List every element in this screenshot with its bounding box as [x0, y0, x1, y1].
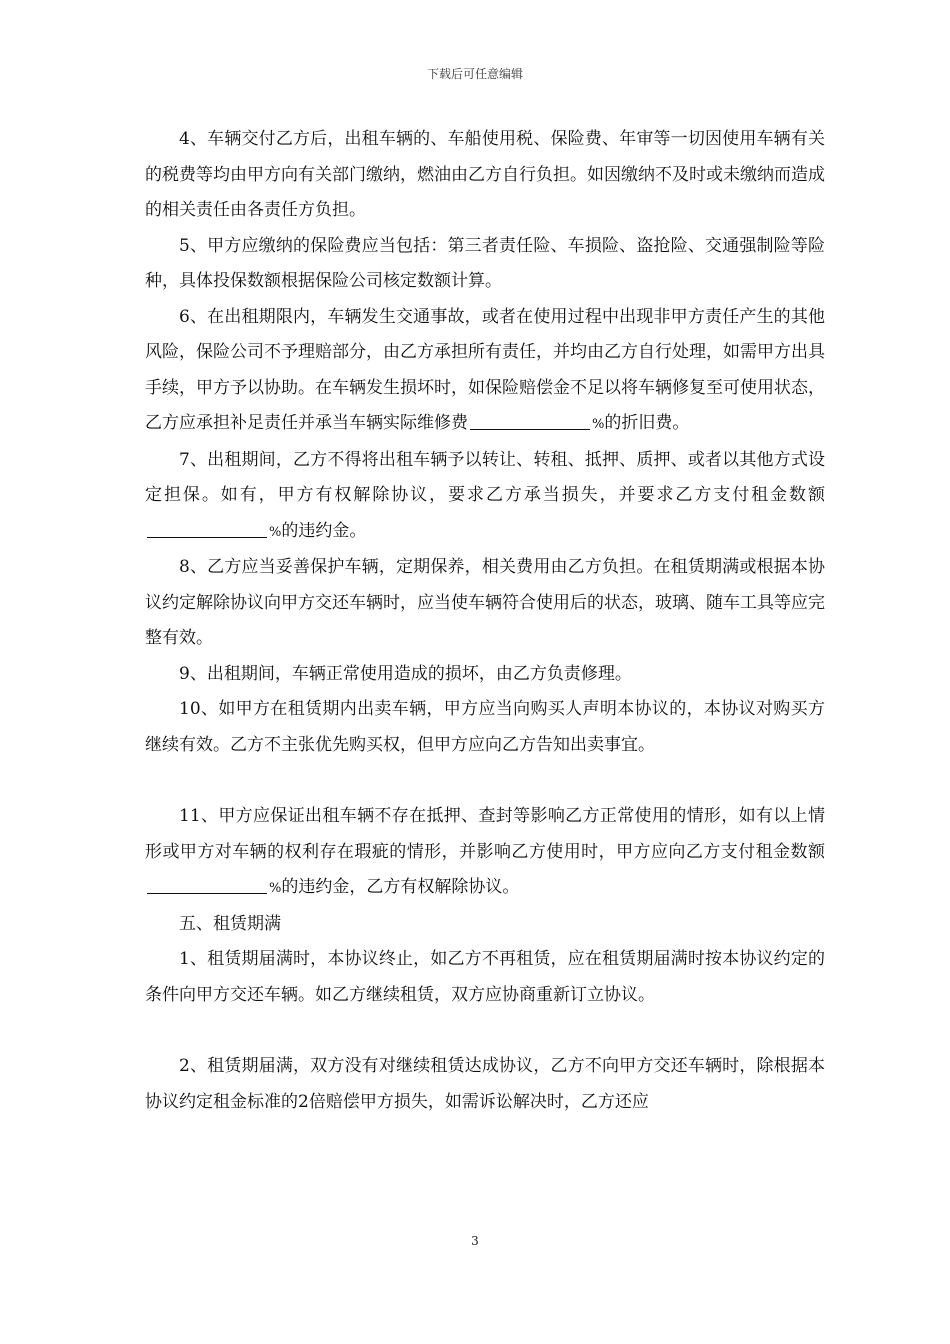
clause-11-text: 11、甲方应保证出租车辆不存在抵押、查封等影响乙方正常使用的情形，如有以上情形或甲方对车辆的权利存在瑕疵的情形，并影响乙方使用时，甲方应向乙方支付租金数额 — [145, 806, 825, 862]
clause-7 — [145, 443, 825, 551]
page-header: 下载后可任意编辑 — [426, 67, 523, 81]
clause-4: 4、车辆交付乙方后，出租车辆的、车船使用税、保险费、年审等一切因使用车辆有关的税费等均由甲方向有关部门缴纳，燃油由乙方自行负担。如因缴纳不及时或未缴纳而造成的相关责任由各责任方负担。 — [145, 129, 825, 220]
clause-8: 8、乙方应当妥善保护车辆，定期保养，相关费用由乙方负担。在租赁期满或根据本协议约定解除协议向甲方交还车辆时，应当使车辆符合使用后的状态，玻璃、随车工具等应完整有效。 — [145, 557, 825, 648]
clause-6 — [145, 300, 825, 443]
percent-sign: % — [592, 417, 605, 432]
fill-blank — [470, 413, 590, 430]
percent-sign: % — [269, 881, 282, 896]
clause-10: 10、如甲方在租赁期内出卖车辆，甲方应当向购买人声明本协议的，本协议对购买方继续有效。乙方不主张优先购买权，但甲方应向乙方告知出卖事宜。 — [145, 699, 825, 755]
clause-6-text: 6、在出租期限内，车辆发生交通事故，或者在使用过程中出现非甲方责任产生的其他风险，保险公司不予理赔部分，由乙方承担所有责任，并均由乙方自行处理，如需甲方出具手续，甲方予以协助。在车辆发生损坏时，如保险赔偿金不足以将车辆修复至可使用状态，乙方应承担补足责任并承当车辆实际维修费 — [145, 306, 825, 433]
expiry-clause-2: 2、租赁期届满，双方没有对继续租赁达成协议，乙方不向甲方交还车辆时，除根据本协议约定租金标准的2倍赔偿甲方损失，如需诉讼解决时，乙方还应 — [145, 1056, 825, 1112]
clause-9: 9、出租期间，车辆正常使用造成的损坏，由乙方负责修理。 — [179, 663, 632, 684]
clause-6-text-end: 的折旧费。 — [604, 413, 690, 433]
section-heading-5: 五、租赁期满 — [179, 913, 281, 934]
expiry-clause-1: 1、租赁期届满时，本协议终止，如乙方不再租赁，应在租赁期届满时按本协议约定的条件向甲方交还车辆。如乙方继续租赁，双方应协商重新订立协议。 — [145, 949, 825, 1005]
clause-11-text-end: 的违约金，乙方有权解除协议。 — [281, 877, 520, 897]
document-body — [145, 122, 825, 1120]
clause-7-text: 7、出租期间，乙方不得将出租车辆予以转让、转租、抵押、质押、或者以其他方式设定担保。如有，甲方有权解除协议，要求乙方承当损失，并要求乙方支付租金数额 — [145, 449, 825, 505]
fill-blank — [147, 521, 267, 538]
fill-blank — [147, 877, 267, 894]
percent-sign: % — [269, 524, 282, 540]
clause-11 — [145, 799, 825, 907]
page-number: 3 — [471, 1234, 479, 1248]
clause-5: 5、甲方应缴纳的保险费应当包括：第三者责任险、车损险、盗抢险、交通强制险等险种，具体投保数额根据保险公司核定数额计算。 — [145, 235, 825, 291]
clause-7-text-end: 的违约金。 — [281, 520, 367, 541]
